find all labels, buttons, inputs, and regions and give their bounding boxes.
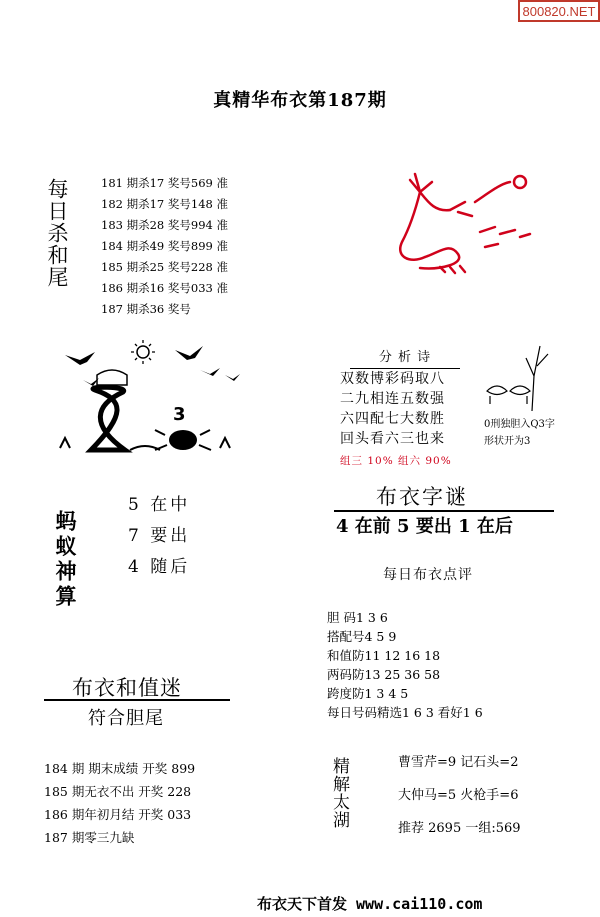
site-badge[interactable]: 800820.NET [518, 0, 600, 22]
hezhi-line: 185 期无衣不出 开奖 228 [44, 784, 192, 799]
sketch-caption-line: 形状开为3 [484, 436, 531, 447]
ant-line: 5 在中 [128, 495, 191, 515]
poem-line: 二九相连五数强 [340, 391, 445, 407]
hezhi-line: 184 期 期末成绩 开奖 899 [44, 761, 196, 776]
daily-line: 胆 码1 3 6 [327, 610, 388, 625]
poem-line: 六四配七大数胜 [340, 411, 445, 427]
kill-row: 184 期杀49 奖号899 准 [101, 239, 228, 253]
bird-icon [200, 368, 220, 376]
jing-line: 推荐 2695 一组:569 [398, 821, 521, 836]
daily-list [327, 608, 483, 722]
jing-label: 精解太湖 [329, 757, 349, 829]
hezhi-line: 186 期年初月结 开奖 033 [44, 807, 192, 822]
kill-row: 186 期杀16 奖号033 准 [101, 281, 228, 295]
jing-list [398, 746, 521, 845]
kill-list [101, 173, 228, 320]
poem-block [340, 348, 460, 471]
kill-row: 182 期杀17 奖号148 准 [101, 197, 228, 211]
red-flower-illustration [380, 172, 560, 277]
bird-icon [225, 374, 240, 381]
kill-label: 每日杀和尾 [45, 178, 69, 288]
small-sketch-illustration [482, 336, 557, 416]
daily-line: 跨度防1 3 4 5 [327, 686, 409, 701]
ant-label: 蚂蚁神算 [53, 510, 78, 610]
hezhi-list [44, 757, 195, 849]
daily-title: 每日布衣点评 [383, 567, 473, 583]
hezhi-line: 187 期零三九缺 [44, 830, 135, 845]
page-title: 真精华布衣第187期 [213, 90, 387, 111]
ant-line: 4 随后 [128, 557, 191, 577]
ant-lines [128, 490, 190, 583]
poem-title: 分 析 诗 [350, 348, 460, 369]
kill-row: 183 期杀28 奖号994 准 [101, 218, 228, 232]
kill-row: 185 期杀25 奖号228 准 [101, 260, 228, 274]
riddle-title: 布衣字谜 [376, 485, 468, 509]
daily-line: 搭配号4 5 9 [327, 629, 397, 644]
hezhi-title: 布衣和值迷 [72, 676, 182, 700]
kill-row: 181 期杀17 奖号569 准 [101, 176, 228, 190]
figure-eight-illustration [55, 330, 240, 465]
jing-line: 曹雪芹=9 记石头=2 [398, 755, 519, 770]
bird-icon [65, 352, 95, 365]
daily-line: 和值防11 12 16 18 [327, 648, 441, 663]
ant-line: 7 要出 [128, 526, 191, 546]
daily-line: 两码防13 25 36 58 [327, 667, 441, 682]
daily-line: 每日号码精选1 6 3 看好1 6 [327, 705, 483, 720]
jing-line: 大仲马=5 火枪手=6 [398, 788, 519, 803]
hezhi-subtitle: 符合胆尾 [88, 708, 164, 729]
bird-icon [175, 346, 203, 360]
sketch-number: 3 [173, 404, 186, 425]
poem-group: 组三 10% 组六 90% [340, 455, 452, 467]
poem-line: 回头看六三也来 [340, 431, 445, 447]
sketch-caption-line: 0刑独胆入Q3字 [484, 419, 555, 430]
hezhi-underline [44, 699, 230, 701]
poem-line: 双数博彩码取八 [340, 371, 445, 387]
riddle-answer: 4 在前 5 要出 1 在后 [336, 516, 513, 537]
kill-row: 187 期杀36 奖号 [101, 302, 191, 316]
sketch-caption [484, 416, 555, 450]
footer-banner[interactable]: 布衣天下首发 www.cai110.com [257, 895, 483, 913]
